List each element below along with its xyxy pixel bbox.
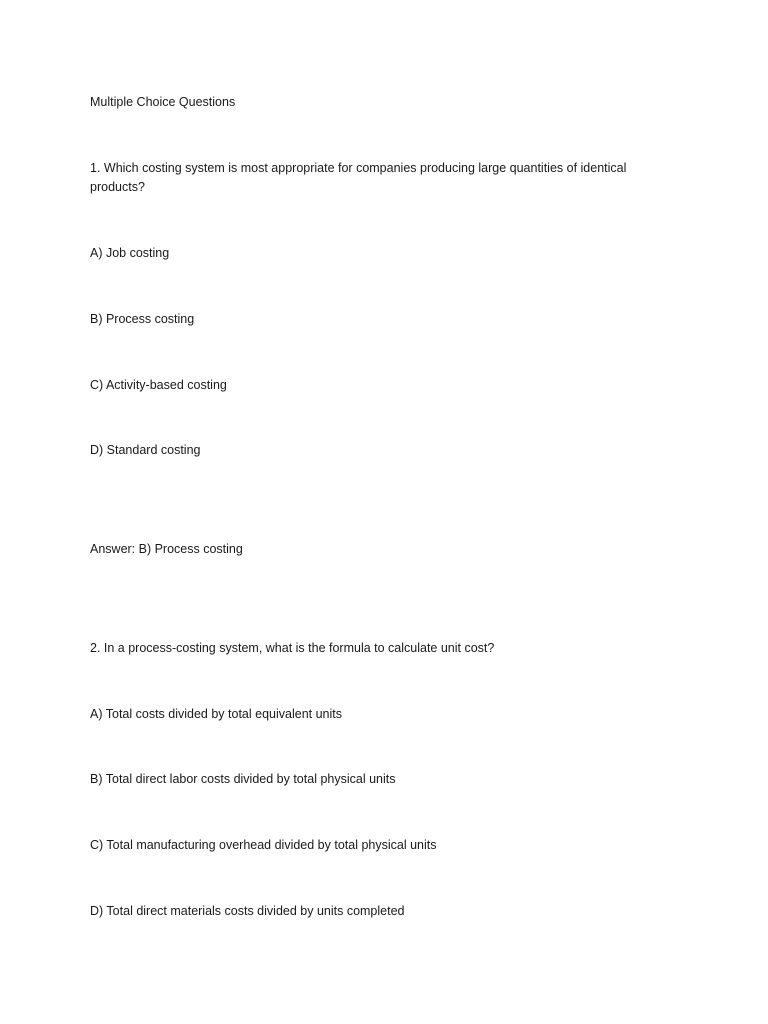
question-2-option-c: C) Total manufacturing overhead divided by total physical units	[90, 838, 437, 852]
question-1-text: 1. Which costing system is most appropriate for companies producing large quantities of identical products?	[90, 161, 627, 194]
document-title: Multiple Choice Questions	[90, 95, 236, 109]
question-1-option-b: B) Process costing	[90, 312, 195, 326]
question-1-option-d: D) Standard costing	[90, 443, 201, 457]
question-2-option-a: A) Total costs divided by total equivalent units	[90, 707, 342, 721]
question-1-option-c: C) Activity-based costing	[90, 378, 227, 392]
question-1-option-a: A) Job costing	[90, 246, 170, 260]
question-2-option-d: D) Total direct materials costs divided by units completed	[90, 904, 405, 918]
question-2-text: 2. In a process-costing system, what is the formula to calculate unit cost?	[90, 641, 495, 655]
question-2-option-b: B) Total direct labor costs divided by total physical units	[90, 772, 396, 786]
question-1-answer: Answer: B) Process costing	[90, 542, 243, 556]
